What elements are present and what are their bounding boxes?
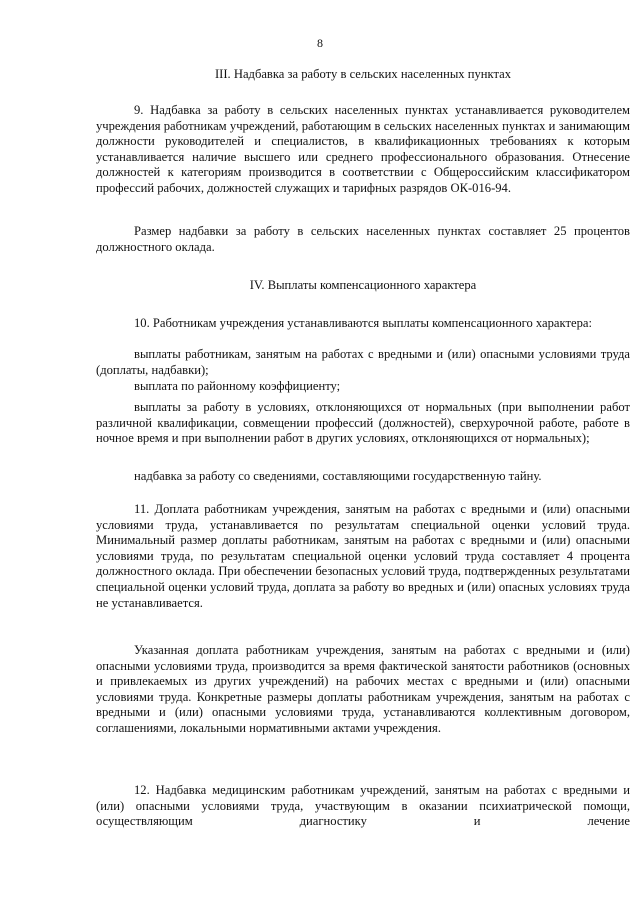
paragraph-10: 10. Работникам учреждения устанавливаются выплаты компенсационного характера: <box>134 316 592 330</box>
paragraph-rural-size: Размер надбавки за работу в сельских населенных пунктах составляет 25 процентов должностного оклада. <box>96 224 630 254</box>
paragraph-state-secret: надбавка за работу со сведениями, составляющими государственную тайну. <box>134 469 542 483</box>
page-number: 8 <box>317 36 323 50</box>
paragraph-12: 12. Надбавка медицинским работникам учреждений, занятым на работах с вредными и (или) опасными условиями труда, участвующим в оказании психиатрической помощи, осуществляющим диагностику и лечение <box>96 783 630 829</box>
paragraph-regional-coefficient: выплата по районному коэффициенту; <box>134 379 341 393</box>
section-heading-compensation: IV. Выплаты компенсационного характера <box>249 278 477 292</box>
paragraph-harmful-payments: выплаты работникам, занятым на работах с вредными и (или) опасными условиями труда (доплаты, надбавки); <box>96 347 630 377</box>
section-heading-rural: III. Надбавка за работу в сельских населенных пунктах <box>214 67 512 81</box>
paragraph-abnormal-conditions: выплаты за работу в условиях, отклоняющихся от нормальных (при выполнении работ различной квалификации, совмещении профессий (должностей), сверхурочной работе, работе в ночное время и при выполнении работ в других условиях, отклоняющихся от нормальных); <box>96 400 630 446</box>
paragraph-specified-payment: Указанная доплата работникам учреждения, занятым на работах с вредными и (или) опасными условиями труда, производится за время фактической занятости работников (основных и привлекаемых из других учреждений) на рабочих местах с вредными и (или) опасными условиями труда. Конкретные размеры доплаты работникам учреждения, занятым на работах с вредными и (или) опасными условиями труда, устанавливаются коллективным договором, соглашениями, локальными нормативными актами учреждения. <box>96 643 630 735</box>
paragraph-9: 9. Надбавка за работу в сельских населенных пунктах устанавливается руководителем учреждения работникам учреждений, работающим в сельских населенных пунктах и занимающим должности руководителей и специалистов, в квалификационных требованиях к которым устанавливается наличие высшего или среднего профессионального образования. Отнесение должностей к категориям производится в соответствии с Общероссийским классификатором профессий рабочих, должностей служащих и тарифных разрядов ОК-016-94. <box>96 103 630 195</box>
paragraph-11: 11. Доплата работникам учреждения, занятым на работах с вредными и (или) опасными условиями труда, устанавливается по результатам специальной оценки условий труда. Минимальный размер доплаты работникам, занятым на работах с вредными и (или) опасными условиями труда, по результатам специальной оценки условий труда составляет 4 процента должностного оклада. При обеспечении безопасных условий труда, подтвержденных результатами специальной оценки условий труда, доплата за работу во вредных и (или) опасных условиях труда не устанавливается. <box>96 502 630 610</box>
